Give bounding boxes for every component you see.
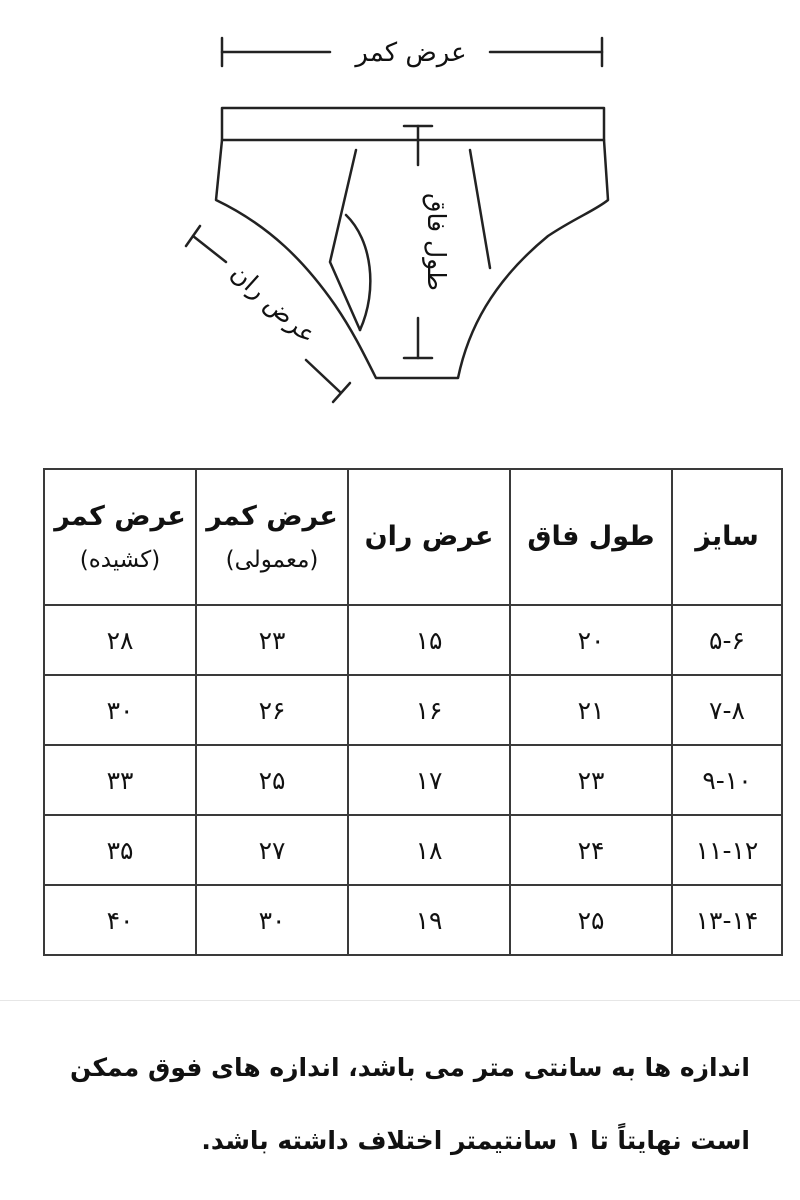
cell-crotch-length: ۲۵ [510,885,672,955]
cell-thigh-width: ۱۹ [348,885,510,955]
cell-crotch-length: ۲۱ [510,675,672,745]
crotch-label: طول فاق [422,193,451,291]
cell-waist-stretched: ۳۵ [44,815,196,885]
table-row [44,885,782,955]
header-crotch-length: طول فاق [510,469,672,605]
header-thigh-width: عرض ران [348,469,510,605]
cell-waist-stretched: ۴۰ [44,885,196,955]
pouch-seam-right [470,150,490,268]
note-line-2: است نهایتاً تا ۱ سانتیمتر اختلاف داشته باشد. [201,1126,750,1155]
section-divider [0,1000,800,1001]
table-row [44,605,782,675]
note-line-1: اندازه ها به سانتی متر می باشد، اندازه های فوق ممکن [69,1053,750,1082]
waistband [222,108,604,140]
header-waist-stretched-sub: (کشیده) [79,546,161,573]
cell-waist-normal: ۲۷ [196,815,348,885]
cell-waist-normal: ۳۰ [196,885,348,955]
underwear-illustration [0,0,800,440]
header-waist-normal: عرض کمر (معمولی) [196,469,348,605]
header-waist-stretched: عرض کمر (کشیده) [44,469,196,605]
header-size: سایز [672,469,782,605]
thigh-label: عرض ران [225,258,323,350]
cell-thigh-width: ۱۷ [348,745,510,815]
table-row [44,815,782,885]
cell-waist-stretched: ۲۸ [44,605,196,675]
cell-crotch-length: ۲۴ [510,815,672,885]
cell-waist-normal: ۲۶ [196,675,348,745]
measurement-note [50,1055,750,1153]
size-table [43,468,783,956]
table-row [44,675,782,745]
cell-thigh-width: ۱۸ [348,815,510,885]
cell-size: ۱۱-۱۲ [672,815,782,885]
waist-label: عرض کمر [355,38,467,68]
cell-waist-normal: ۲۵ [196,745,348,815]
cell-thigh-width: ۱۶ [348,675,510,745]
header-waist-normal-sub: (معمولی) [225,546,319,573]
cell-size: ۷-۸ [672,675,782,745]
cell-size: ۵-۶ [672,605,782,675]
underwear-diagram [0,0,800,440]
pouch-curve [346,215,370,330]
cell-waist-stretched: ۳۰ [44,675,196,745]
cell-size: ۹-۱۰ [672,745,782,815]
brief-outline [216,140,608,378]
cell-crotch-length: ۲۰ [510,605,672,675]
table-row [44,745,782,815]
cell-thigh-width: ۱۵ [348,605,510,675]
cell-crotch-length: ۲۳ [510,745,672,815]
cell-waist-normal: ۲۳ [196,605,348,675]
table-header-row [44,469,782,605]
cell-size: ۱۳-۱۴ [672,885,782,955]
cell-waist-stretched: ۳۳ [44,745,196,815]
